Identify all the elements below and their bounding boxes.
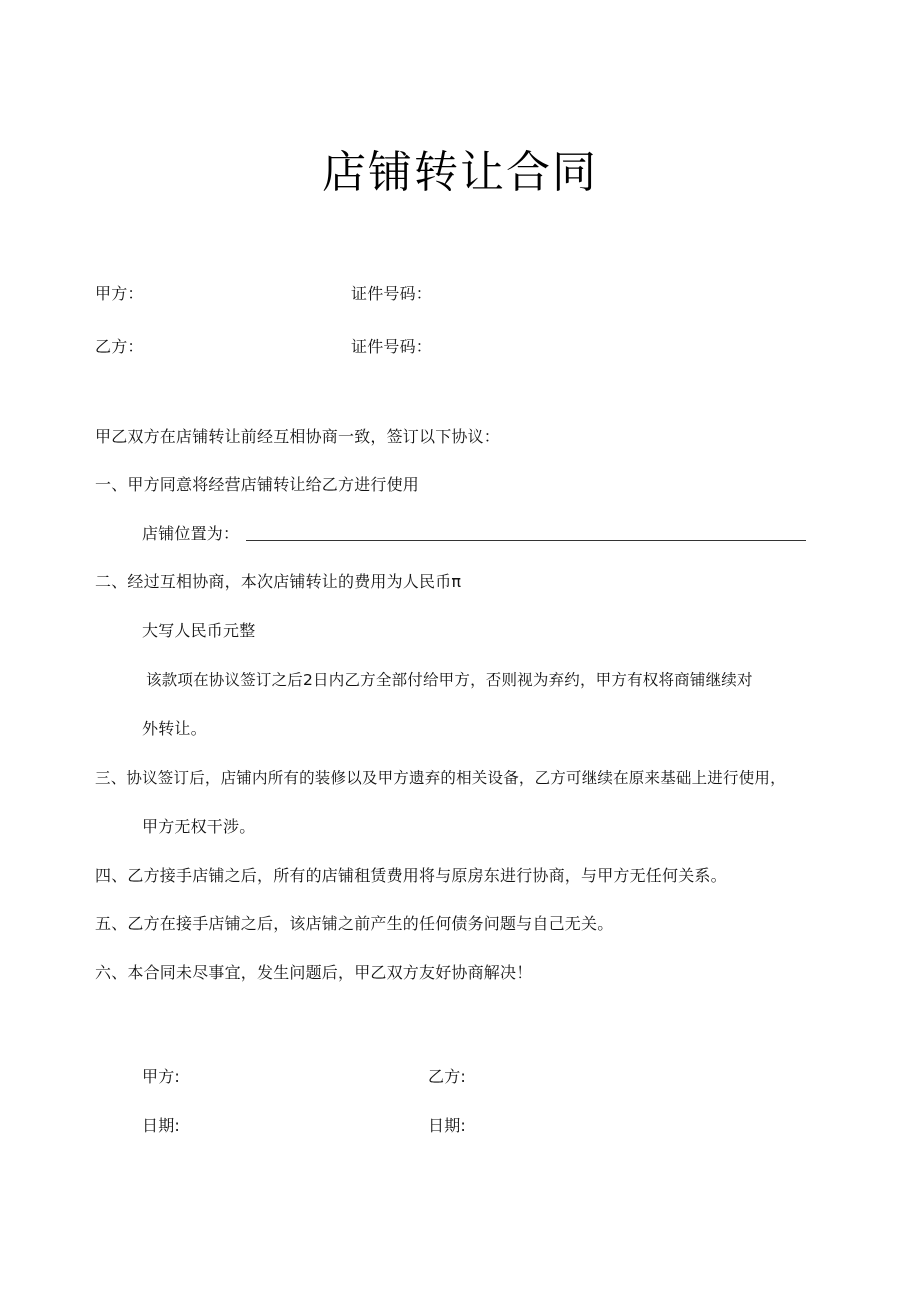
clause-2-payment-line-2: 外转让。 — [142, 719, 207, 738]
clause-2-payment-line-1: 该款项在协议签订之后2日内乙方全部付给甲方，否则视为弃约，甲方有权将商铺继续对 — [146, 671, 753, 689]
signature-date-a: 日期: — [142, 1116, 180, 1135]
intro-paragraph: 甲乙双方在店铺转让前经互相协商一致，签订以下协议： — [95, 427, 501, 446]
clause-3-line-1: 三、协议签订后，店铺内所有的装修以及甲方遗弃的相关设备，乙方可继续在原来基础上进行使用， — [95, 769, 786, 787]
clause-5: 五、乙方在接手店铺之后，该店铺之前产生的任何债务问题与自己无关。 — [95, 914, 614, 933]
shop-location-label: 店铺位置为： — [142, 524, 240, 543]
party-b-id-label: 证件号码： — [351, 337, 433, 356]
document-title: 店铺转让合同 — [322, 147, 598, 198]
clause-1: 一、甲方同意将经营店铺转让给乙方进行使用 — [95, 475, 420, 494]
signature-party-a: 甲方: — [142, 1067, 180, 1086]
party-a-id-label: 证件号码： — [351, 284, 433, 303]
clause-2: 二、经过互相协商，本次店铺转让的费用为人民币π — [95, 572, 462, 591]
shop-location-blank-line — [246, 540, 806, 541]
clause-3-line-2: 甲方无权干涉。 — [142, 817, 256, 836]
party-a-label: 甲方： — [95, 284, 144, 303]
clause-4: 四、乙方接手店铺之后，所有的店铺租赁费用将与原房东进行协商，与甲方无任何关系。 — [95, 866, 727, 885]
signature-party-b: 乙方: — [428, 1067, 466, 1086]
party-b-label: 乙方： — [95, 337, 144, 356]
clause-6: 六、本合同未尽事宜，发生问题后，甲乙双方友好协商解决！ — [95, 963, 533, 982]
clause-2-uppercase-amount: 大写人民币元整 — [142, 621, 256, 640]
signature-date-b: 日期: — [428, 1116, 466, 1135]
